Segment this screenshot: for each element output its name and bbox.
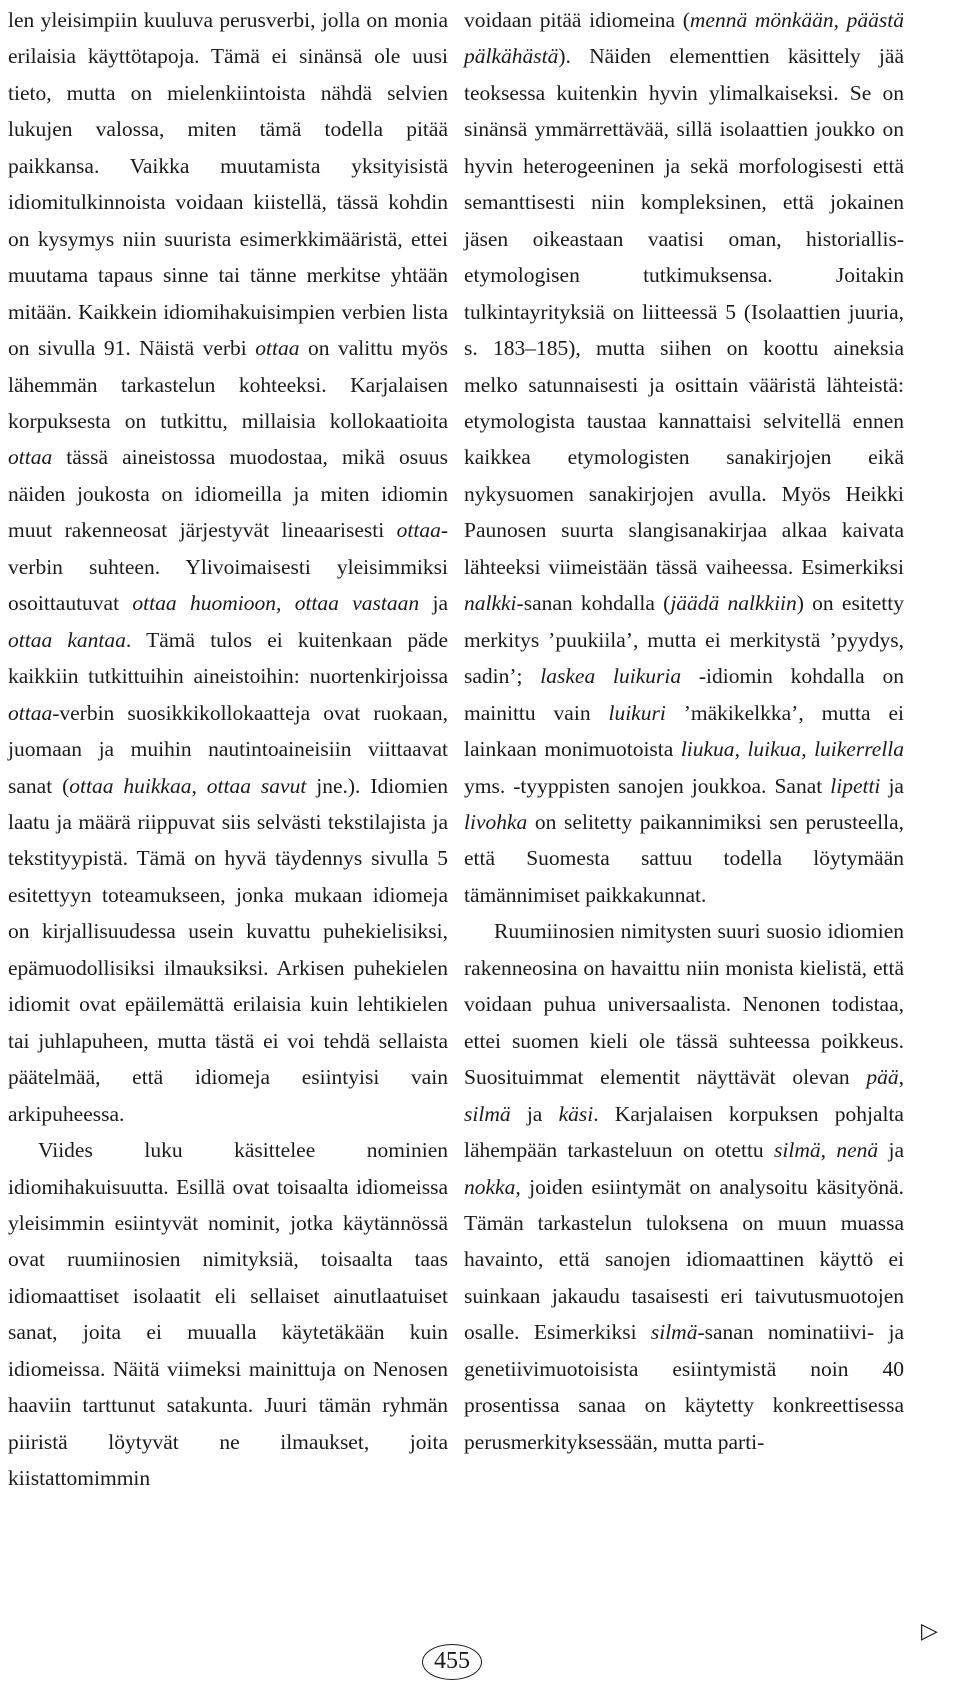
page-number: 455 (422, 1644, 482, 1680)
text-run: yms. -tyyppisten sanojen joukkoa. Sanat (464, 773, 831, 798)
isolate-word: livohka (464, 809, 528, 834)
idiom-ottaa-vastaan: ottaa vastaan (294, 591, 420, 616)
text-run: , (833, 8, 847, 32)
body-part-word: käsi (558, 1101, 594, 1126)
text-run: , (191, 773, 207, 798)
left-paragraph-2: Viides luku käsittelee nominien idiomihakuisuutta. Esillä ovat toisaalta idiomeissa yleisimmin esiintyvät nominit, jotka käytännössä ovat ruumiinosien nimityksiä, toisaalta taas idiomaattiset isolaatit eli sellaiset ainutlaatuiset sanat, joita ei muualla käytetäkään kuin idiomeissa. Näitä viimeksi mainittuja on Nenosen haaviin tarttunut satakunta. Juuri tämän ryhmän piiristä löytyvät ne ilmaukset, joita kiistattomimmin (8, 1138, 448, 1491)
related-word: luikua (747, 737, 802, 762)
isolate-word: lipetti (830, 773, 881, 798)
left-column (8, 2, 448, 1497)
idiom-ottaa: ottaa (8, 445, 53, 470)
text-run: len yleisimpiin kuuluva perusverbi, jolla on monia erilaisia käyttötapoja. Tämä ei sinänsä ole uusi tieto, mutta on mielenkiintoista nähdä selvien lukujen valossa, miten tämä todella pitää paikkansa. Vaikka muutamista yksityisistä idiomitulkinnoista voidaan kiistellä, tässä kohdin on kysymys niin suurista esimerkkimääristä, ettei muutama tapaus sinne tai tänne merkitse yhtään mitään. Kaikkein idiomihakuisimpien verbien lista on sivulla 91. Näistä verbi (8, 8, 448, 361)
left-paragraph-1 (8, 2, 448, 1132)
text-run: ) on esitetty merkitys ’puukiila’, mutta ei merkitystä ’pyydys, sadin’; (464, 591, 904, 689)
text-run: -sanan kohdalla ( (516, 591, 671, 616)
idiom-ottaa-savut: ottaa savut (206, 773, 307, 798)
text-run: , (820, 1138, 837, 1163)
idiom-example: laskea luikuria (540, 664, 682, 689)
idiom-ottaa-huomioon: ottaa huomioon (132, 591, 276, 616)
body-part-word: silmä (650, 1320, 698, 1345)
body-part-word: silmä (464, 1101, 511, 1126)
idiom-example: päästä pälkähästä (464, 8, 905, 69)
idiom-ottaa-kantaa: ottaa kantaa (8, 627, 126, 652)
text-run: , (734, 737, 748, 762)
text-run: ). Näiden elementtien käsittely jää teoksessa kuitenkin hyvin ylimalkaiseksi. Se on sinänsä ymmärrettävää, sillä isolaattien joukko on hyvin heterogeeninen ja sekä morfologisesti että semanttisesti niin kompleksinen, että jokainen jäsen oikeastaan vaatisi oman, historiallis-etymologisen tutkimuksensa. Joitakin tulkintayrityksiä on liitteessä 5 (Isolaattien juuria, s. 183–185), mutta siihen on koottu aineksia melko satunnaisesti ja osittain vääristä lähteistä: etymologista taustaa kannattaisi selvitellä ennen kaikkea etymologisten sanakirjojen eikä nykysuomen sanakirjojen avulla. Myös Heikki Paunosen suurta slangisanakirjaa alkaa kaivata lähteeksi viimeistään tässä vaiheessa. Esimerkiksi (464, 44, 904, 579)
body-part-word: pää (866, 1065, 899, 1090)
text-run: , (275, 591, 295, 616)
text-run: jne.). Idiomien laatu ja määrä riippuvat siis selvästi tekstilajista ja tekstityypistä. Tämä on hyvä täydennys sivulla 5 esitettyyn toteamukseen, jonka mukaan idiomeja on kirjallisuudessa usein kuvattu puhekielisiksi, epämuodollisiksi ilmauksiksi. Arkisen puhekielen idiomit ovat epäilemättä erilaisia kuin lehtikielen tai juhlapuheen, mutta tästä ei voi tehdä sellaista päätelmää, että idiomeja esiintyisi vain arkipuheessa. (8, 773, 448, 1126)
text-run: tässä aineistossa muodostaa, mikä osuus näiden joukosta on idiomeilla ja miten idiomin muut rakenneosat järjestyvät lineaarisesti (8, 445, 448, 543)
text-run: on selitetty paikannimiksi sen perusteella, että Suomesta sattuu todella löytymään tämännimiset paikkakunnat. (464, 809, 904, 907)
idiom-example: jäädä nalkkiin (670, 591, 797, 616)
isolate-word: luikuri (608, 700, 666, 725)
related-word: liukua (680, 737, 735, 762)
text-run: ’mäkikelkka’, mutta ei lainkaan monimuotoista (464, 700, 904, 762)
right-paragraph-1 (464, 2, 904, 913)
right-column (464, 2, 904, 1460)
continue-arrow-icon: ▷ (921, 1618, 938, 1643)
idiom-ottaa: ottaa (396, 518, 441, 543)
idiom-example: mennä mönkään (689, 8, 834, 32)
text-run: -sanan nominatiivi- ja genetiivimuotoisista esiintymistä noin 40 prosentissa sanaa on käytetty konkreettisessa perusmerkityksessään, mutta parti- (464, 1320, 904, 1454)
body-part-word: nokka (464, 1174, 516, 1199)
text-run: , (898, 1065, 904, 1090)
isolate-word: nalkki (464, 591, 517, 616)
text-run: , (801, 737, 815, 762)
text-run: on valittu myös lähemmän tarkastelun kohteeksi. Karjalaisen korpuksesta on tutkittu, millaisia kollokaatioita (8, 336, 448, 433)
right-paragraph-2 (464, 913, 904, 1460)
text-run: Ruumiinosien nimitysten suuri suosio idiomien rakenneosina on havaittu niin monista kielistä, että voidaan puhua universaalista. Nenonen todistaa, ettei suomen kieli ole tässä suhteessa poikkeus. Suosituimmat elementit näyttävät olevan (464, 919, 904, 1090)
text-run: voidaan pitää idiomeina ( (464, 8, 690, 32)
text-run: . Karjalaisen korpuksen pohjalta lähempään tarkasteluun on otettu (464, 1101, 904, 1163)
text-run: ja (419, 591, 448, 616)
text-run: ja (878, 1138, 904, 1163)
text-run: -verbin suhteen. Ylivoimaisesti yleisimmiksi osoittautuvat (8, 518, 448, 616)
text-run: -idiomin kohdalla on mainittu vain (464, 664, 904, 725)
idiom-ottaa: ottaa (255, 336, 300, 361)
text-run: -verbin suosikkikollokaatteja ovat ruokaan, juomaan ja muihin nautintoaineisiin viittaavat sanat ( (8, 700, 448, 798)
idiom-ottaa-huikkaa: ottaa huikkaa (69, 773, 192, 798)
text-run: . Tämä tulos ei kuitenkaan päde kaikkiin tutkittuihin aineistoihin: nuortenkirjoissa (8, 627, 448, 689)
body-part-word: silmä (774, 1138, 821, 1163)
text-run: ja (880, 773, 904, 798)
body-part-word: nenä (836, 1138, 879, 1163)
text-run: ja (510, 1101, 559, 1126)
idiom-ottaa: ottaa (8, 700, 53, 725)
text-run: , joiden esiintymät on analysoitu käsityönä. Tämän tarkastelun tuloksena on muun muassa havainto, että sanojen idiomaattinen käyttö ei suinkaan jakaudu tasaisesti eri taivutusmuotojen osalle. Esimerkiksi (464, 1174, 904, 1345)
related-word: luikerrella (814, 737, 905, 762)
